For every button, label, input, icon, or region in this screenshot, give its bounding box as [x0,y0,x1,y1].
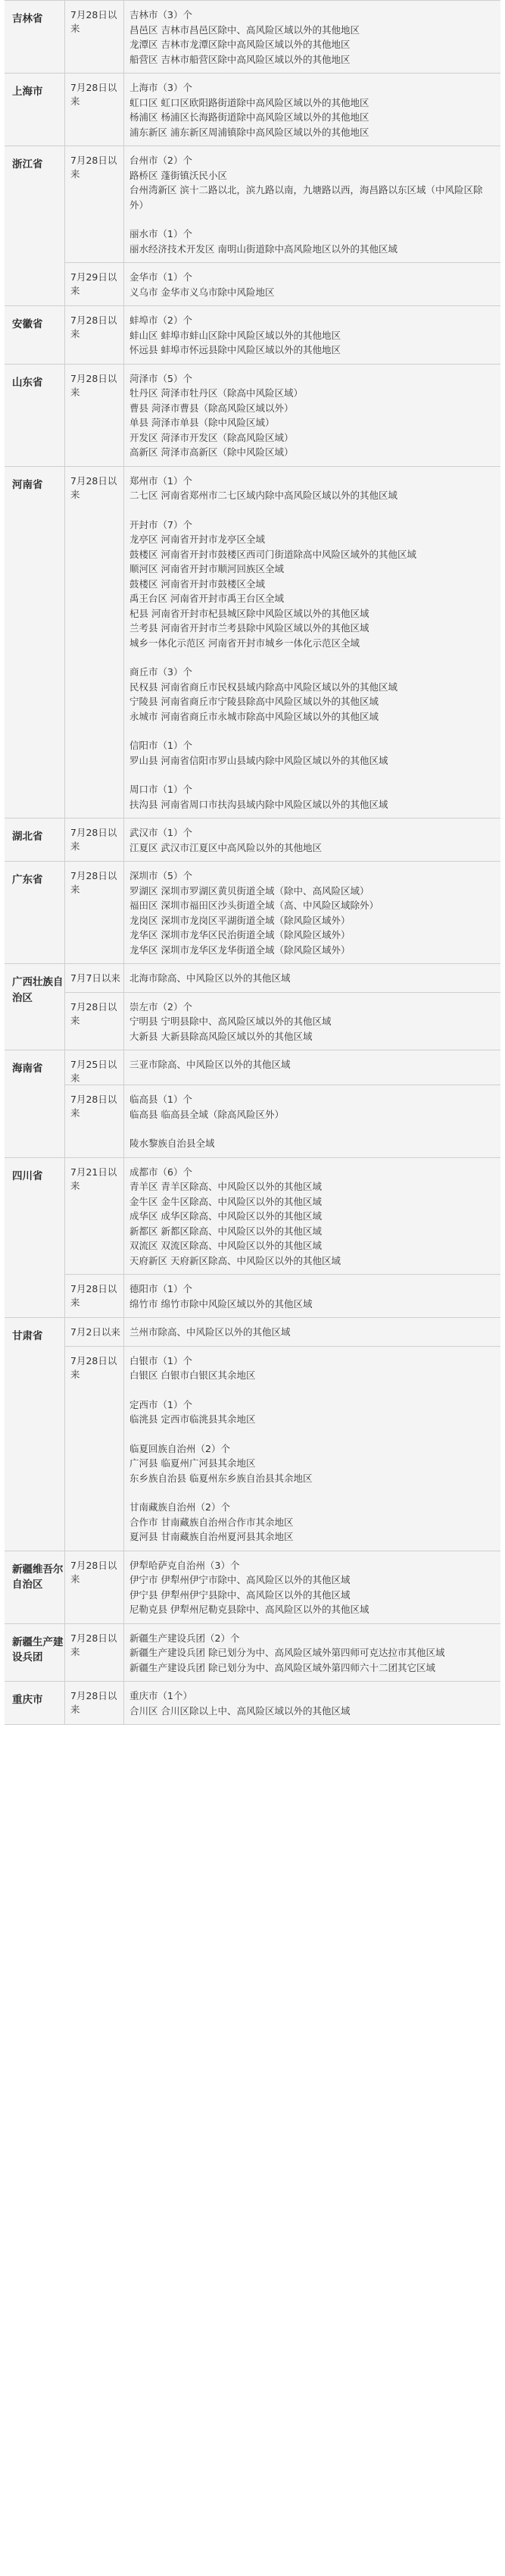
area-line: 扶沟县 河南省周口市扶沟县域内除中风险区域以外的其他区域 [129,798,388,810]
province-rows [65,862,500,963]
area-cell [124,146,500,262]
area-line: 曹县 菏泽市曹县（除高风险区域以外） [129,402,294,414]
city-heading: 兰州市除高、中风险区以外的其他区域 [129,1326,291,1338]
province-name: 安徽省 [5,306,65,364]
area-line: 浦东新区 浦东新区周浦镇除中高风险区域以外的其他地区 [129,126,369,138]
area-line: 龙华区 深圳市龙华区龙华街道全域（除风险区域外） [129,944,351,956]
province-block [5,964,500,1050]
city-group [129,474,494,503]
date-cell: 7月2日以来 [65,1318,124,1346]
city-group [129,825,494,855]
date-row [65,964,500,993]
area-line: 大新县 大新县除高风险区域以外的其他区域 [129,1030,313,1042]
date-cell: 7月28日以来 [65,862,124,963]
date-cell: 7月28日以来 [65,1085,124,1157]
date-cell: 7月28日以来 [65,146,124,262]
province-block [5,1318,500,1551]
city-group [129,153,494,212]
date-cell: 7月7日以来 [65,964,124,992]
area-line: 怀远县 蚌埠市怀远县除中风险区域以外的其他地区 [129,344,341,355]
city-group [129,1000,494,1044]
date-cell: 7月28日以来 [65,1551,124,1623]
city-group [129,80,494,139]
date-row [65,1,500,73]
area-line: 尼勒克县 伊犁州尼勒克县除中、高风险区以外的其他区域 [129,1604,369,1615]
province-rows [65,964,500,1050]
area-line: 禹王台区 河南省开封市禹王台区全域 [129,593,284,604]
area-cell [124,964,500,992]
city-group [129,1500,494,1545]
city-heading: 北海市除高、中风险区以外的其他区域 [129,972,291,984]
area-cell [124,1347,500,1551]
province-block [5,862,500,964]
area-line: 义乌市 金华市义乌市除中风险地区 [129,286,275,298]
province-rows [65,146,500,305]
city-heading: 菏泽市（5）个 [129,372,192,384]
area-line: 新疆生产建设兵团 除已划分为中、高风险区域外第四师可克达拉市其他区域 [129,1647,445,1658]
province-name: 河南省 [5,467,65,818]
city-heading: 上海市（3）个 [129,82,192,93]
area-cell [124,1,500,73]
area-line: 高新区 菏泽市高新区（除中风险区域） [129,446,294,458]
area-cell [124,1275,500,1317]
area-line: 东乡族自治县 临夏州东乡族自治县其余地区 [129,1472,313,1484]
area-line: 江夏区 武汉市江夏区中高风险以外的其他地区 [129,841,322,853]
area-line: 丽水经济技术开发区 南明山街道除中高风险地区以外的其他区域 [129,243,397,255]
area-line: 兰考县 河南省开封市兰考县除中风险区域以外的其他区域 [129,622,369,634]
province-block [5,818,500,862]
date-row [65,467,500,818]
area-cell [124,993,500,1050]
date-row [65,1318,500,1347]
province-name: 广东省 [5,862,65,963]
city-heading: 白银市（1）个 [129,1354,192,1366]
date-row [65,1158,500,1275]
date-cell: 7月28日以来 [65,306,124,364]
city-group [129,371,494,460]
city-heading: 蚌埠市（2）个 [129,315,192,326]
date-row [65,74,500,146]
province-rows [65,306,500,364]
city-heading: 信阳市（1）个 [129,740,192,751]
province-block [5,1,500,74]
date-row [65,1624,500,1682]
city-group [129,971,494,986]
city-group [129,665,494,724]
city-group [129,1354,494,1383]
date-row [65,862,500,963]
province-name: 新疆维吾尔自治区 [5,1551,65,1623]
area-line: 杞县 河南省开封市杞县城区除中风险区域以外的其他区域 [129,607,369,619]
date-cell: 7月25日以来 [65,1050,124,1085]
city-heading: 开封市（7）个 [129,518,192,531]
province-block [5,1624,500,1682]
date-row [65,1682,500,1724]
city-group [129,782,494,812]
area-line: 广河县 临夏州广河县其余地区 [129,1457,256,1469]
area-line: 虹口区 虹口区欧阳路街道除中高风险区域以外的其他地区 [129,96,369,108]
date-row [65,263,500,305]
city-group [129,1282,494,1311]
area-line: 临洮县 定西市临洮县其余地区 [129,1413,256,1425]
province-rows [65,1318,500,1551]
city-heading: 深圳市（5）个 [129,870,192,881]
date-row [65,818,500,861]
province-name: 山东省 [5,365,65,466]
area-cell [124,263,500,305]
area-line: 龙岗区 深圳市龙岗区平湖街道全域（除风险区域外） [129,914,351,926]
area-line: 路桥区 蓬街镇沃民小区 [129,169,227,181]
city-heading: 临夏回族自治州（2）个 [129,1442,230,1454]
province-name: 湖北省 [5,818,65,861]
city-group [129,270,494,299]
province-name: 吉林省 [5,1,65,73]
area-cell [124,1050,500,1085]
city-group [129,518,494,651]
area-cell [124,818,500,861]
area-line: 白银区 白银市白银区其余地区 [129,1369,256,1381]
city-heading: 商丘市（3）个 [129,666,192,678]
province-block [5,146,500,306]
city-heading: 新疆生产建设兵团（2）个 [129,1632,240,1644]
area-line: 牡丹区 菏泽市牡丹区（除高中风险区域） [129,387,303,399]
province-name: 新疆生产建设兵团 [5,1624,65,1682]
area-line: 伊宁县 伊犁州伊宁县除中、高风险区以外的其他区域 [129,1588,351,1601]
date-cell: 7月28日以来 [65,1,124,73]
province-name: 四川省 [5,1158,65,1318]
province-name: 上海市 [5,74,65,146]
area-line: 鼓楼区 河南省开封市鼓楼区西司门街道除高中风险区域外的其他区域 [129,548,416,560]
city-group [129,8,494,67]
area-line: 青羊区 青羊区除高、中风险区以外的其他区域 [129,1181,322,1192]
province-block [5,1682,500,1725]
province-rows [65,818,500,861]
area-line: 新都区 新都区除高、中风险区以外的其他区域 [129,1225,322,1237]
area-line: 单县 菏泽市单县（除中风险区域） [129,417,275,428]
city-heading: 崇左市（2）个 [129,1000,192,1013]
date-row [65,1085,500,1157]
city-group [129,1136,494,1151]
area-line: 台州湾新区 滨十二路以北，滨九路以南，九塘路以西，海昌路以东区域（中风险区除外） [129,184,483,211]
date-cell: 7月28日以来 [65,818,124,861]
city-heading: 陵水黎族自治县全域 [129,1138,215,1149]
date-cell: 7月28日以来 [65,467,124,818]
city-heading: 三亚市除高、中风险区以外的其他区域 [129,1059,291,1070]
area-cell [124,365,500,466]
city-heading: 德阳市（1）个 [129,1283,192,1294]
city-heading: 武汉市（1）个 [129,827,192,838]
area-line: 宁陵县 河南省商丘市宁陵县除高中风险区域以外的其他区域 [129,696,379,707]
province-name: 广西壮族自治区 [5,964,65,1050]
area-line: 福田区 深圳市福田区沙头街道全域（高、中风险区域除外） [129,900,379,911]
area-cell [124,1682,500,1724]
area-cell [124,1318,500,1346]
area-cell [124,1624,500,1682]
date-cell: 7月28日以来 [65,1624,124,1682]
area-line: 合川区 合川区除以上中、高风险区域以外的其他区域 [129,1704,351,1717]
area-line: 龙亭区 河南省开封市龙亭区全域 [129,534,265,545]
area-line: 顺河区 河南省开封市顺河回族区全域 [129,563,284,574]
city-group [129,1057,494,1072]
area-cell [124,1158,500,1275]
province-name: 浙江省 [5,146,65,305]
city-heading: 伊犁哈萨克自治州（3）个 [129,1559,240,1571]
city-heading: 临高县（1）个 [129,1094,192,1105]
date-cell: 7月29日以来 [65,263,124,305]
city-group [129,1325,494,1340]
city-group [129,1165,494,1269]
province-block [5,1050,500,1158]
area-line: 城乡一体化示范区 河南省开封市城乡一体化示范区全域 [129,637,360,649]
date-cell: 7月28日以来 [65,1347,124,1551]
city-group [129,1441,494,1486]
area-line: 昌邑区 吉林市昌邑区除中、高风险区域以外的其他地区 [129,23,360,36]
city-group [129,1398,494,1427]
area-line: 永城市 河南省商丘市永城市除高中风险区域以外的其他区域 [129,710,379,722]
area-line: 鼓楼区 河南省开封市鼓楼区全域 [129,577,265,590]
area-line: 船营区 吉林市船营区除中高风险区域以外的其他地区 [129,53,351,65]
city-heading: 重庆市（1个） [129,1690,192,1701]
province-block [5,365,500,467]
city-group [129,1558,494,1617]
city-heading: 郑州市（1）个 [129,474,192,487]
city-group [129,1092,494,1122]
city-heading: 台州市（2）个 [129,155,192,166]
date-cell: 7月28日以来 [65,1275,124,1317]
city-group [129,1689,494,1718]
risk-area-table [5,0,500,1725]
province-name: 甘肃省 [5,1318,65,1551]
city-group [129,313,494,358]
area-line: 新疆生产建设兵团 除已划分为中、高风险区域外第四师六十二团其它区域 [129,1661,435,1673]
area-line: 夏河县 甘南藏族自治州夏河县其余地区 [129,1531,294,1542]
area-cell [124,306,500,364]
province-rows [65,1551,500,1623]
area-line: 天府新区 天府新区除高、中风险区以外的其他区域 [129,1254,341,1266]
city-heading: 吉林市（3）个 [129,9,192,20]
area-line: 蚌山区 蚌埠市蚌山区除中风险区域以外的其他地区 [129,329,341,341]
province-name: 海南省 [5,1050,65,1157]
area-line: 龙华区 深圳市龙华区民治街道全域（除风险区域外） [129,929,351,941]
province-rows [65,1,500,73]
date-row [65,1347,500,1551]
area-line: 罗湖区 深圳市罗湖区黄贝街道全域（除中、高风险区域） [129,884,369,897]
area-line: 绵竹市 绵竹市除中风险区域以外的其他区域 [129,1297,313,1310]
city-group [129,869,494,957]
area-line: 伊宁市 伊犁州伊宁市除中、高风险区以外的其他区域 [129,1574,351,1585]
date-row [65,1551,500,1623]
province-rows [65,1050,500,1157]
area-cell [124,1085,500,1157]
area-cell [124,467,500,818]
date-cell: 7月28日以来 [65,74,124,146]
date-row [65,306,500,364]
area-line: 民权县 河南省商丘市民权县域内除高中风险区域以外的其他区域 [129,681,397,693]
area-line: 开发区 菏泽市开发区（除高风险区域） [129,431,294,443]
city-group [129,227,494,256]
area-line: 宁明县 宁明县除中、高风险区域以外的其他区域 [129,1016,332,1027]
area-cell [124,74,500,146]
area-line: 二七区 河南省郑州市二七区域内除中高风险区域以外的其他区域 [129,490,397,501]
city-group [129,1631,494,1676]
city-heading: 周口市（1）个 [129,784,192,795]
area-line: 龙潭区 吉林市龙潭区除中高风险区域以外的其他地区 [129,39,351,50]
city-group [129,738,494,768]
area-cell [124,1551,500,1623]
province-block [5,1158,500,1319]
date-cell: 7月28日以来 [65,1682,124,1724]
province-rows [65,74,500,146]
date-row [65,993,500,1050]
province-block [5,306,500,365]
province-block [5,1551,500,1624]
city-heading: 成都市（6）个 [129,1166,192,1178]
province-rows [65,365,500,466]
area-line: 临高县 临高县全域（除高风险区外） [129,1108,284,1120]
date-row [65,146,500,263]
city-heading: 丽水市（1）个 [129,228,192,239]
city-heading: 定西市（1）个 [129,1398,192,1410]
area-line: 双流区 双流区除高、中风险区以外的其他区域 [129,1240,322,1251]
date-cell: 7月28日以来 [65,993,124,1050]
area-line: 合作市 甘南藏族自治州合作市其余地区 [129,1516,294,1528]
province-name: 重庆市 [5,1682,65,1724]
date-cell: 7月28日以来 [65,365,124,466]
area-line: 成华区 成华区除高、中风险区以外的其他区域 [129,1210,322,1222]
province-block [5,74,500,146]
area-cell [124,862,500,963]
area-line: 金牛区 金牛区除高、中风险区以外的其他区域 [129,1195,322,1207]
city-heading: 甘南藏族自治州（2）个 [129,1501,230,1513]
area-line: 杨浦区 杨浦区长海路街道除中高风险区域以外的其他地区 [129,111,369,123]
province-rows [65,1624,500,1682]
date-cell: 7月21日以来 [65,1158,124,1275]
province-rows [65,1682,500,1724]
province-rows [65,467,500,818]
date-row [65,1050,500,1085]
date-row [65,1275,500,1317]
province-rows [65,1158,500,1318]
city-heading: 金华市（1）个 [129,271,192,283]
date-row [65,365,500,466]
province-block [5,467,500,819]
area-line: 罗山县 河南省信阳市罗山县域内除中风险区域以外的其他区域 [129,754,388,766]
